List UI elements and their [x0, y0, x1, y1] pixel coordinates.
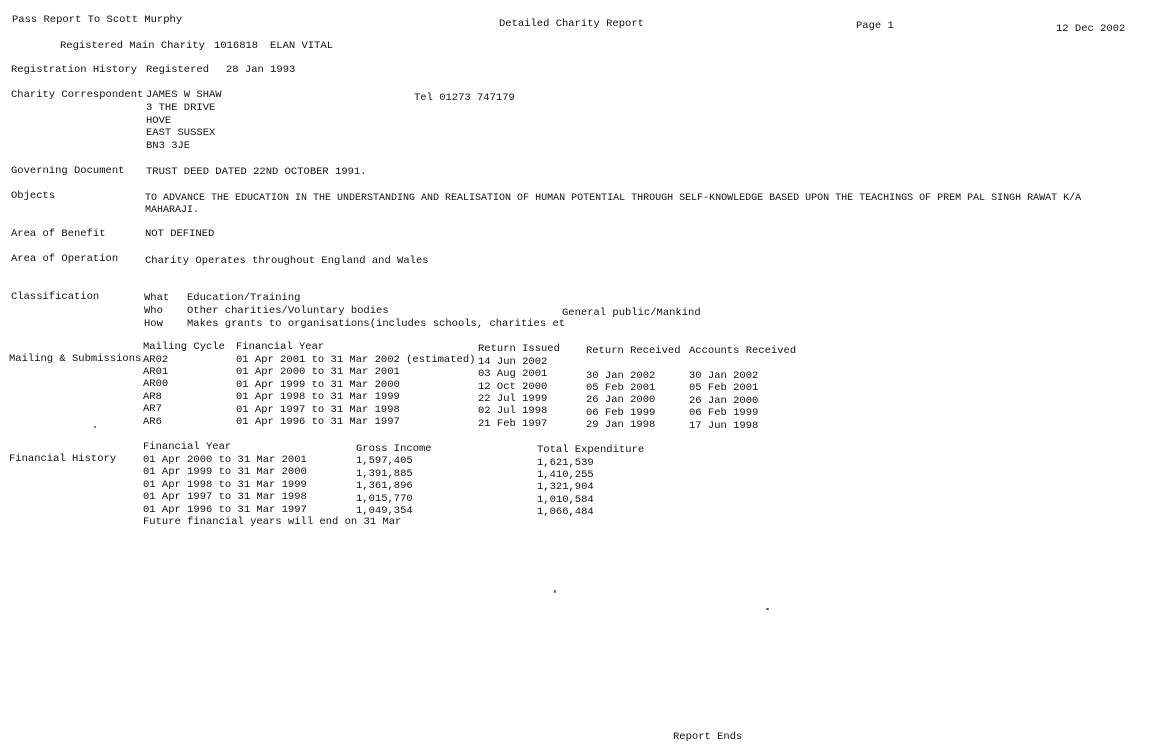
classification-label: Classification: [11, 291, 100, 303]
financial-header-year: Financial Year: [143, 441, 232, 453]
financial-year: 01 Apr 1997 to 31 Mar 1998: [143, 491, 307, 503]
accounts-received: 30 Jan 2002: [689, 370, 759, 382]
main-charity-label: Registered Main Charity: [60, 40, 205, 52]
return-issued: 12 Oct 2000: [478, 381, 548, 393]
return-issued: 03 Aug 2001: [478, 368, 548, 380]
return-issued: 22 Jul 1999: [478, 393, 548, 405]
classification-how: Makes grants to organisations(includes schools, charities et: [187, 318, 566, 330]
accounts-received: 06 Feb 1999: [689, 407, 759, 419]
report-ends: Report Ends: [673, 731, 743, 743]
mailing-cycle: AR8: [143, 391, 162, 403]
mailing-year: 01 Apr 1998 to 31 Mar 1999: [236, 391, 400, 403]
mailing-year: 01 Apr 1999 to 31 Mar 2000: [236, 379, 400, 391]
governing-document-label: Governing Document: [11, 165, 125, 177]
return-received: 26 Jan 2000: [586, 394, 656, 406]
gross-income: 1,361,896: [356, 480, 413, 492]
financial-year: 01 Apr 2000 to 31 Mar 2001: [143, 454, 307, 466]
page-number: Page 1: [856, 20, 894, 32]
mailing-year: 01 Apr 1997 to 31 Mar 1998: [236, 404, 400, 416]
mailing-cycle: AR02: [143, 354, 169, 366]
registration-status: Registered: [146, 64, 210, 76]
financial-year: 01 Apr 1998 to 31 Mar 1999: [143, 479, 307, 491]
registration-date: 28 Jan 1993: [226, 64, 296, 76]
total-expenditure: 1,321,904: [537, 481, 594, 493]
address-line: BN3 3JE: [146, 140, 191, 152]
gross-income: 1,391,885: [356, 468, 413, 480]
objects-line: MAHARAJI.: [145, 205, 200, 216]
return-received: 30 Jan 2002: [586, 370, 656, 382]
area-of-benefit-label: Area of Benefit: [11, 228, 106, 240]
return-received: 06 Feb 1999: [586, 407, 656, 419]
mailing-header-issued: Return Issued: [478, 343, 560, 355]
mailing-year: 01 Apr 2001 to 31 Mar 2002 (estimated): [236, 354, 476, 366]
mailing-header-received: Return Received: [586, 345, 681, 357]
area-of-benefit-value: NOT DEFINED: [145, 228, 215, 240]
return-issued: 14 Jun 2002: [478, 356, 548, 368]
gross-income: 1,015,770: [356, 493, 413, 505]
classification-who: Other charities/Voluntary bodies: [187, 305, 389, 317]
financial-year: 01 Apr 1996 to 31 Mar 1997: [143, 504, 307, 516]
address-line: EAST SUSSEX: [146, 127, 216, 139]
address-line: HOVE: [146, 115, 172, 127]
total-expenditure: 1,066,484: [537, 506, 594, 518]
accounts-received: 17 Jun 1998: [689, 420, 759, 432]
total-expenditure: 1,621,539: [537, 457, 594, 469]
total-expenditure: 1,410,255: [537, 469, 594, 481]
accounts-received: 26 Jan 2000: [689, 395, 759, 407]
area-of-operation-value: Charity Operates throughout England and Wales: [145, 255, 429, 267]
charity-number: 1016818: [214, 40, 259, 52]
report-title: Detailed Charity Report: [499, 18, 644, 30]
scan-speck: [94, 426, 96, 428]
classification-who-extra: General public/Mankind: [562, 307, 701, 319]
classification-what-label: What: [144, 292, 170, 304]
address-line: JAMES W SHAW: [146, 89, 222, 101]
correspondent-label: Charity Correspondent: [11, 89, 144, 101]
mailing-header-year: Financial Year: [236, 341, 325, 353]
financial-label: Financial History: [9, 453, 117, 465]
mailing-year: 01 Apr 1996 to 31 Mar 1997: [236, 416, 400, 428]
scan-speck: [554, 590, 556, 593]
mailing-cycle: AR00: [143, 378, 169, 390]
return-received: 29 Jan 1998: [586, 419, 656, 431]
gross-income: 1,049,354: [356, 505, 413, 517]
mailing-year: 01 Apr 2000 to 31 Mar 2001: [236, 366, 400, 378]
return-issued: 21 Feb 1997: [478, 418, 548, 430]
gross-income: 1,597,405: [356, 455, 413, 467]
scan-speck: [766, 608, 769, 610]
return-issued: 02 Jul 1998: [478, 405, 548, 417]
financial-footer-note: Future financial years will end on 31 Mar: [143, 516, 402, 528]
classification-what: Education/Training: [187, 292, 301, 304]
correspondent-tel: Tel 01273 747179: [414, 92, 515, 104]
classification-who-label: Who: [144, 305, 163, 317]
report-date: 12 Dec 2002: [1056, 23, 1126, 35]
objects-line: TO ADVANCE THE EDUCATION IN THE UNDERSTANDING AND REALISATION OF HUMAN POTENTIAL THROUGH SELF-KNOWLEDGE BASED UPON THE TEACHINGS OF PREM PAL SINGH RAWAT K/A: [145, 193, 1082, 204]
total-expenditure: 1,010,584: [537, 494, 594, 506]
charity-name: ELAN VITAL: [270, 40, 334, 52]
financial-header-income: Gross Income: [356, 443, 432, 455]
mailing-label: Mailing & Submissions: [9, 353, 142, 365]
mailing-header-cycle: Mailing Cycle: [143, 341, 225, 353]
accounts-received: 05 Feb 2001: [689, 382, 759, 394]
mailing-cycle: AR6: [143, 416, 162, 428]
classification-how-label: How: [144, 318, 163, 330]
registration-label: Registration History: [11, 64, 138, 76]
address-line: 3 THE DRIVE: [146, 102, 216, 114]
financial-year: 01 Apr 1999 to 31 Mar 2000: [143, 466, 307, 478]
return-received: 05 Feb 2001: [586, 382, 656, 394]
mailing-cycle: AR7: [143, 403, 162, 415]
financial-header-expenditure: Total Expenditure: [537, 444, 645, 456]
mailing-cycle: AR01: [143, 366, 169, 378]
pass-report-recipient: Pass Report To Scott Murphy: [12, 14, 183, 26]
governing-document-value: TRUST DEED DATED 22ND OCTOBER 1991.: [146, 166, 367, 178]
mailing-header-accounts: Accounts Received: [689, 345, 797, 357]
area-of-operation-label: Area of Operation: [11, 253, 119, 265]
objects-label: Objects: [11, 190, 56, 202]
